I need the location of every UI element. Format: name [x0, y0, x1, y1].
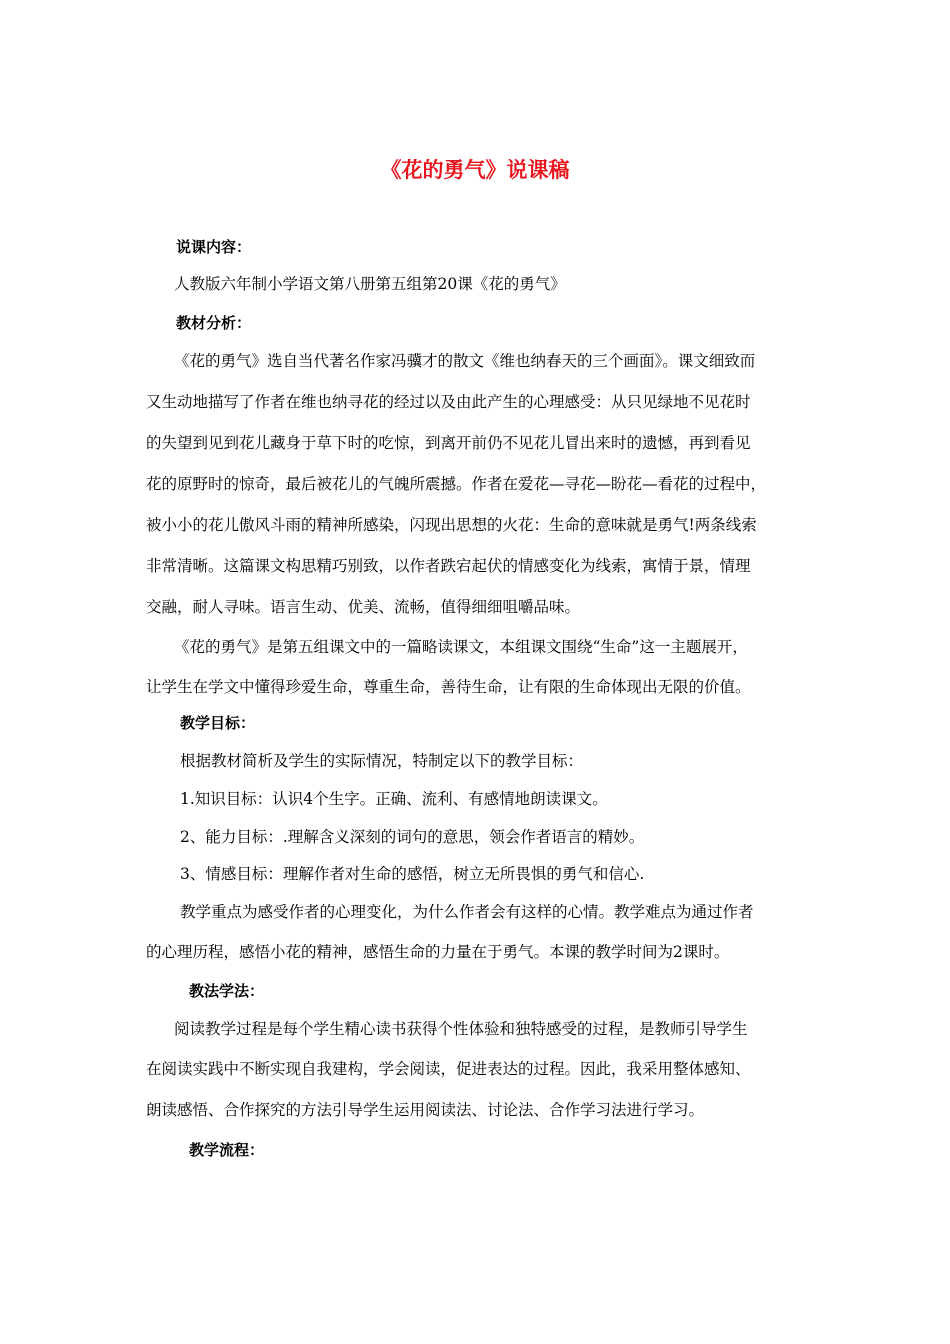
content-text: 人教版六年制小学语文第八册第五组第20课《花的勇气》: [174, 275, 566, 293]
focus-line: 的心理历程，感悟小花的精神，感悟生命的力量在于勇气。本课的教学时间为2课时。: [146, 943, 730, 961]
analysis-p2-line: 让学生在学文中懂得珍爱生命，尊重生命，善待生命，让有限的生命体现出无限的价值。: [146, 678, 751, 696]
goal-item-3: 3、情感目标：理解作者对生命的感悟，树立无所畏惧的勇气和信心.: [180, 865, 645, 883]
analysis-p1-line: 交融，耐人寻味。语言生动、优美、流畅，值得细细咀嚼品味。: [146, 598, 581, 616]
analysis-p1-line: 花的原野时的惊奇，最后被花儿的气魄所震撼。作者在爱花—寻花—盼花—看花的过程中，: [146, 475, 767, 493]
goals-heading: 教学目标：: [180, 714, 256, 732]
methods-heading: 教法学法：: [189, 982, 265, 1000]
content-heading: 说课内容：: [176, 238, 252, 256]
goal-item-2: 2、能力目标：.理解含义深刻的词句的意思，领会作者语言的精妙。: [180, 828, 645, 846]
analysis-p2-line: 《花的勇气》是第五组课文中的一篇略读课文，本组课文围绕“生命”这一主题展开，: [174, 638, 748, 656]
methods-line: 阅读教学过程是每个学生精心读书获得个性体验和独特感受的过程，是教师引导学生: [174, 1020, 748, 1038]
analysis-p1-line: 的失望到见到花儿藏身于草下时的吃惊，到离开前仍不见花儿冒出来时的遗憾，再到看见: [146, 434, 751, 452]
analysis-p1-line: 非常清晰。这篇课文构思精巧别致，以作者跌宕起伏的情感变化为线索，寓情于景，情理: [146, 557, 751, 575]
methods-line: 在阅读实践中不断实现自我建构，学会阅读，促进表达的过程。因此，我采用整体感知、: [146, 1060, 751, 1078]
analysis-p1-line: 《花的勇气》选自当代著名作家冯骥才的散文《维也纳春天的三个画面》。课文细致而: [174, 352, 756, 370]
analysis-p1-line: 又生动地描写了作者在维也纳寻花的经过以及由此产生的心理感受：从只见绿地不见花时: [146, 393, 751, 411]
document-title: 《花的勇气》说课稿: [380, 158, 570, 182]
methods-line: 朗读感悟、合作探究的方法引导学生运用阅读法、讨论法、合作学习法进行学习。: [146, 1101, 705, 1119]
focus-line: 教学重点为感受作者的心理变化，为什么作者会有这样的心情。教学难点为通过作者: [180, 903, 754, 921]
goal-item-1: 1.知识目标：认识4个生字。正确、流利、有感情地朗读课文。: [180, 790, 608, 808]
analysis-heading: 教材分析：: [176, 314, 252, 332]
process-heading: 教学流程：: [189, 1141, 265, 1159]
goals-intro: 根据教材简析及学生的实际情况，特制定以下的教学目标：: [180, 752, 584, 770]
analysis-p1-line: 被小小的花儿傲风斗雨的精神所感染，闪现出思想的火花：生命的意味就是勇气!两条线索: [146, 516, 757, 534]
